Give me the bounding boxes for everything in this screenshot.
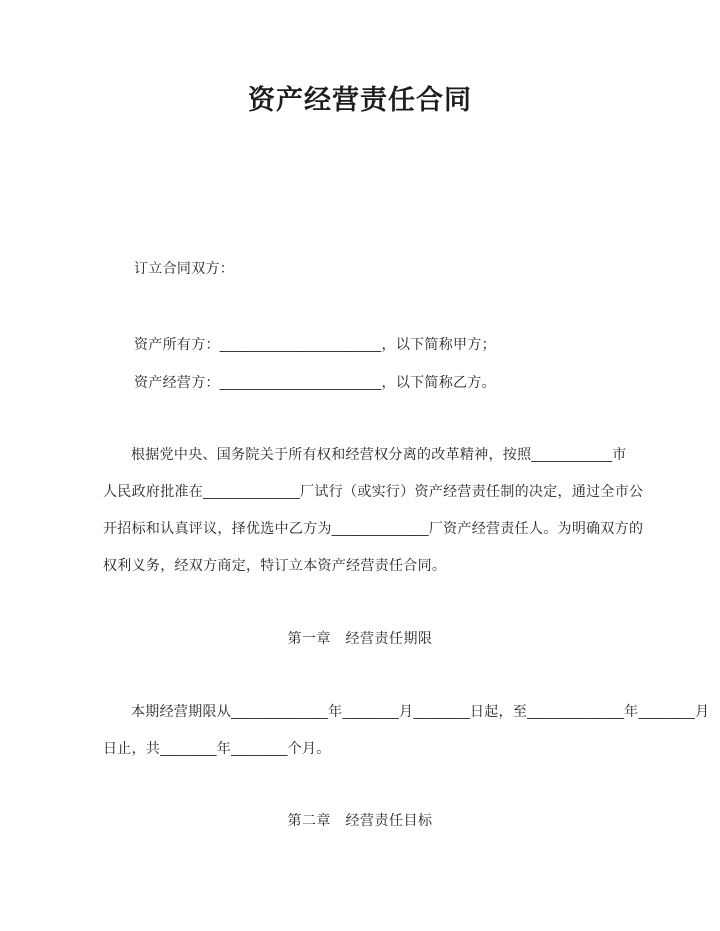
term-line-1: 本期经营期限从____________年_______月_______日起，至____________年_______月	[131, 703, 710, 719]
party-a-line: 资产所有方：____________________，以下简称甲方；	[134, 336, 496, 352]
preamble-line-3: 开招标和认真评议，择优选中乙方为____________厂资产经营责任人。为明确双方的	[103, 520, 644, 536]
chapter-1-heading: 第一章 经营责任期限	[287, 630, 433, 646]
chapter-2-heading: 第二章 经营责任目标	[287, 812, 433, 828]
preamble-line-4: 权利义务，经双方商定，特订立本资产经营责任合同。	[103, 557, 447, 573]
term-line-2: 日止，共_______年_______个月。	[103, 740, 331, 756]
preamble-line-1: 根据党中央、国务院关于所有权和经营权分离的改革精神，按照__________市	[131, 446, 627, 462]
document-title: 资产经营责任合同	[248, 85, 472, 115]
preamble-line-2: 人民政府批准在____________厂试行（或实行）资产经营责任制的决定，通过全市公	[103, 483, 644, 499]
party-b-line: 资产经营方：____________________，以下简称乙方。	[134, 374, 496, 390]
intro-parties-line: 订立合同双方：	[134, 260, 235, 276]
